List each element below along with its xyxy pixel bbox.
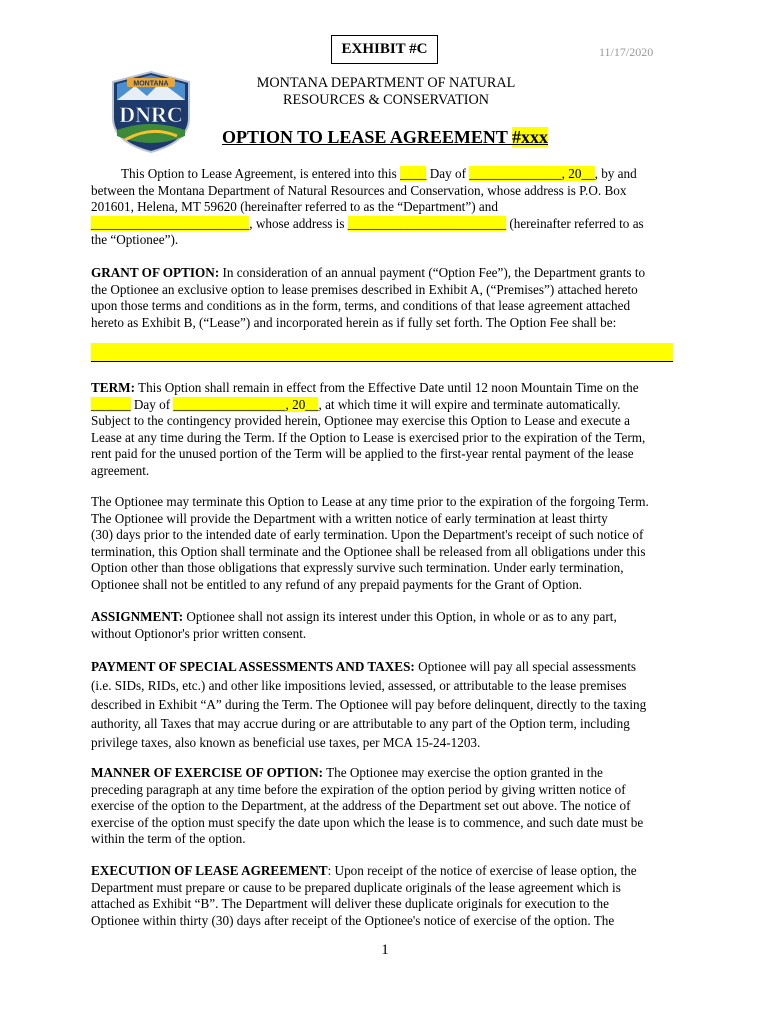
grant-of-option-section: GRANT OF OPTION: In consideration of an annual payment (“Option Fee”), the Department grants to the Optionee an exclusive option to lease premises described in Exhibit A, (“Premises”) attached hereto upon those terms and conditions as in the form, terms, and conditions of that lease agreement attached hereto as Exhibit B, (“Lease”) and incorporated herein as if fully set forth. The Option Fee shall be: [91,265,646,330]
section-heading: EXECUTION OF LEASE AGREEMENT [91,863,328,878]
exhibit-label: EXHIBIT #C [331,35,438,64]
section-heading: GRANT OF OPTION: [91,265,220,280]
termination-paragraph: The Optionee may terminate this Option to Lease at any time prior to the expiration of the forgoing Term. The Optionee will provide the Department with a written notice of early termination at least thirty (30) days prior to the intended date of early termination. Upon the Department's receipt of such notice of termination, this Option shall terminate and the Optionee shall be released from all obligations under this Option other than those obligations that expressly survive such termination. Under early termination, Optionee shall not be entitled to any refund of any prepaid payments for the Grant of Option. [91,494,649,592]
manner-of-exercise-section: MANNER OF EXERCISE OF OPTION: The Optionee may exercise the option granted in the preceding paragraph at any time before the expiration of the option period by giving written notice of exercise of the option to the Department, at the address of the Department set out above. The notice of exercise of the option must specify the date upon which the lease is to commence, and such date must be within the term of the option. [91,765,644,847]
section-heading: ASSIGNMENT: [91,609,184,624]
intro-paragraph: This Option to Lease Agreement, is entered into this ____ Day of ______________, 20__, by and between the Montana Department of Natural Resources and Conservation, whose address is P.O. Box 201601, Helena, MT 59620 (hereinafter referred to as the “Department”) and ________________________, whose address is ________________________ (hereinafter referred to as the “Optionee”). [91,166,644,248]
assignment-section: ASSIGNMENT: Optionee shall not assign its interest under this Option, in whole or as to any part, without Optionor's prior written consent. [91,609,617,641]
taxes-section: PAYMENT OF SPECIAL ASSESSMENTS AND TAXES: Optionee will pay all special assessments (i.e. SIDs, RIDs, etc.) and other like impositions levied, assessed, or attributable to the lease premises described in Exhibit “A” during the Term. The Optionee will pay before delinquent, directly to the taxing authority, all Taxes that may accrue during or are attributable to any part of the Option term, including privilege taxes, also known as beneficial use taxes, per MCA 15-24-1203. [91,659,647,750]
page-number: 1 [381,942,389,958]
agency-name: MONTANA DEPARTMENT OF NATURAL RESOURCES & CONSERVATION [256,75,516,108]
section-heading: TERM: [91,380,135,395]
section-heading: PAYMENT OF SPECIAL ASSESSMENTS AND TAXES: [91,659,415,674]
logo-text-main: DNRC [119,102,183,127]
section-heading: MANNER OF EXERCISE OF OPTION: [91,765,324,780]
document-date: 11/17/2020 [599,45,654,59]
execution-section: EXECUTION OF LEASE AGREEMENT: Upon receipt of the notice of exercise of lease option, the Department must prepare or cause to be prepared duplicate originals of the lease agreement which is attached as Exhibit “B”. The Department will deliver these duplicate originals for execution to the Optionee within thirty (30) days after receipt of the Optionee's notice of exercise of the option. The [91,863,637,928]
term-section: TERM: This Option shall remain in effect from the Effective Date until 12 noon Mountain Time on the ______ Day of _________________, 20__, at which time it will expire and terminate automatically. Subject to the contingency provided herein, Optionee may exercise this Option to Lease and execute a Lease at any time during the Term. If the Option to Lease is exercised prior to the expiration of the Term, rent paid for the unused portion of the Term will be applied to the first-year rental payment of the lease agreement. [91,380,646,478]
logo-text-top: MONTANA [133,80,169,88]
page-title: OPTION TO LEASE AGREEMENT #xxx [221,127,549,147]
option-fee-blank [91,343,673,362]
agreement-number: #xxx [512,127,549,147]
